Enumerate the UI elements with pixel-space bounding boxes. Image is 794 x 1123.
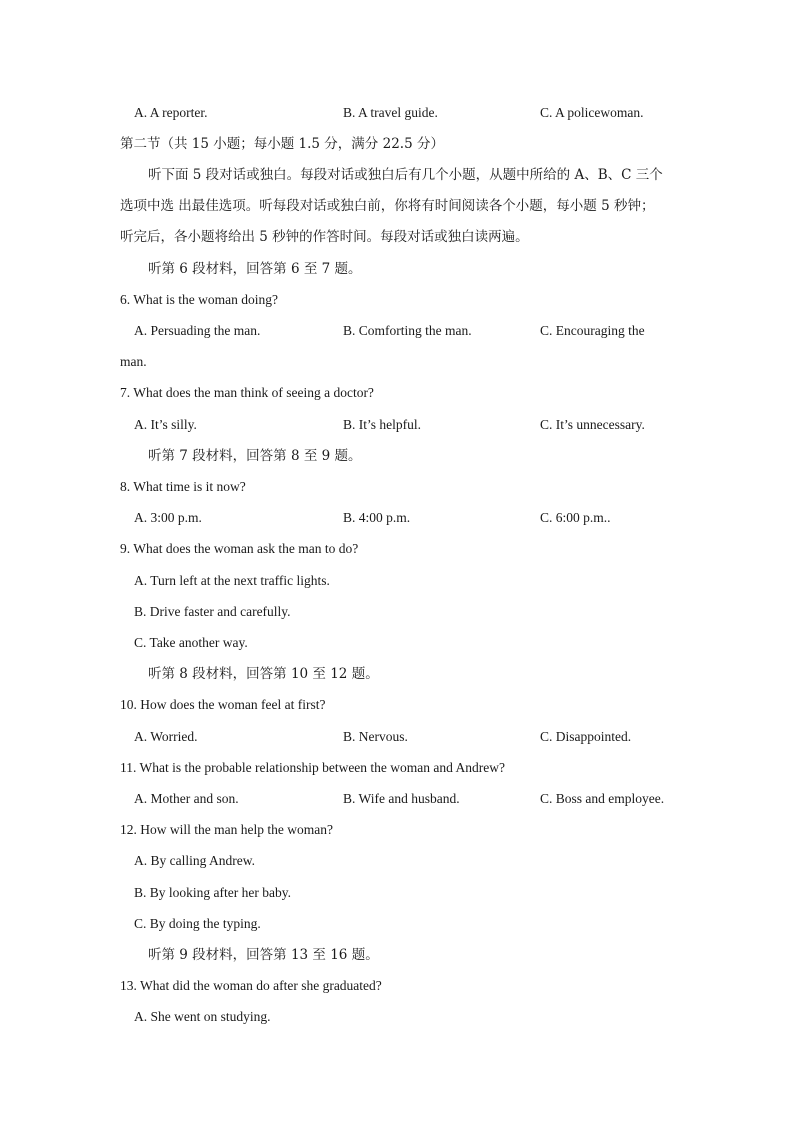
q8-option-b: B. 4:00 p.m. — [343, 510, 411, 525]
q10-option-b: B. Nervous. — [343, 729, 408, 744]
q5-option-a: A. A reporter. — [134, 105, 208, 120]
q8-option-c: C. 6:00 p.m.. — [540, 510, 611, 525]
q9-stem: 9. What does the woman ask the man to do? — [120, 541, 359, 556]
q5-option-b: B. A travel guide. — [343, 105, 438, 120]
q12-option-a: A. By calling Andrew. — [134, 853, 255, 868]
q12-option-c: C. By doing the typing. — [134, 916, 261, 931]
q6-stem: 6. What is the woman doing? — [120, 292, 278, 307]
q11-option-c: C. Boss and employee. — [540, 791, 665, 806]
q7-option-c: C. It’s unnecessary. — [540, 417, 645, 432]
q7-stem: 7. What does the man think of seeing a doctor? — [120, 385, 374, 400]
q9-option-c: C. Take another way. — [134, 635, 248, 650]
material-6-heading: 听第 6 段材料，回答第 6 至 7 题。 — [148, 261, 362, 277]
q13-stem: 13. What did the woman do after she graduated? — [120, 978, 382, 993]
q6-option-b: B. Comforting the man. — [343, 323, 472, 338]
q11-option-a: A. Mother and son. — [134, 791, 239, 806]
section2-instructions-line3: 听完后，各小题将给出 5 秒钟的作答时间。每段对话或独白读两遍。 — [120, 229, 529, 245]
q12-option-b: B. By looking after her baby. — [134, 885, 291, 900]
material-7-heading: 听第 7 段材料，回答第 8 至 9 题。 — [148, 448, 362, 464]
q6-option-c: C. Encouraging the — [540, 323, 645, 338]
q5-option-c: C. A policewoman. — [540, 105, 644, 120]
material-9-heading: 听第 9 段材料，回答第 13 至 16 题。 — [148, 947, 379, 963]
q8-option-a: A. 3:00 p.m. — [134, 510, 202, 525]
q10-option-a: A. Worried. — [134, 729, 198, 744]
q7-option-a: A. It’s silly. — [134, 417, 197, 432]
section2-instructions-line1: 听下面 5 段对话或独白。每段对话或独白后有几个小题，从题中所给的 A、B、C 三个 — [148, 167, 663, 183]
q10-option-c: C. Disappointed. — [540, 729, 632, 744]
q12-stem: 12. How will the man help the woman? — [120, 822, 333, 837]
q6-option-c-continued: man. — [120, 354, 147, 369]
q13-option-a: A. She went on studying. — [134, 1009, 271, 1024]
q6-option-a: A. Persuading the man. — [134, 323, 261, 338]
q7-option-b: B. It’s helpful. — [343, 417, 421, 432]
q9-option-b: B. Drive faster and carefully. — [134, 604, 291, 619]
section2-heading: 第二节（共 15 小题；每小题 1.5 分，满分 22.5 分） — [120, 136, 444, 152]
q10-stem: 10. How does the woman feel at first? — [120, 697, 326, 712]
q11-stem: 11. What is the probable relationship between the woman and Andrew? — [120, 760, 506, 775]
q9-option-a: A. Turn left at the next traffic lights. — [134, 573, 330, 588]
section2-instructions-line2: 选项中选 出最佳选项。听每段对话或独白前，你将有时间阅读各个小题，每小题 5 秒钟； — [120, 198, 655, 214]
q8-stem: 8. What time is it now? — [120, 479, 246, 494]
q11-option-b: B. Wife and husband. — [343, 791, 460, 806]
material-8-heading: 听第 8 段材料，回答第 10 至 12 题。 — [148, 666, 379, 682]
